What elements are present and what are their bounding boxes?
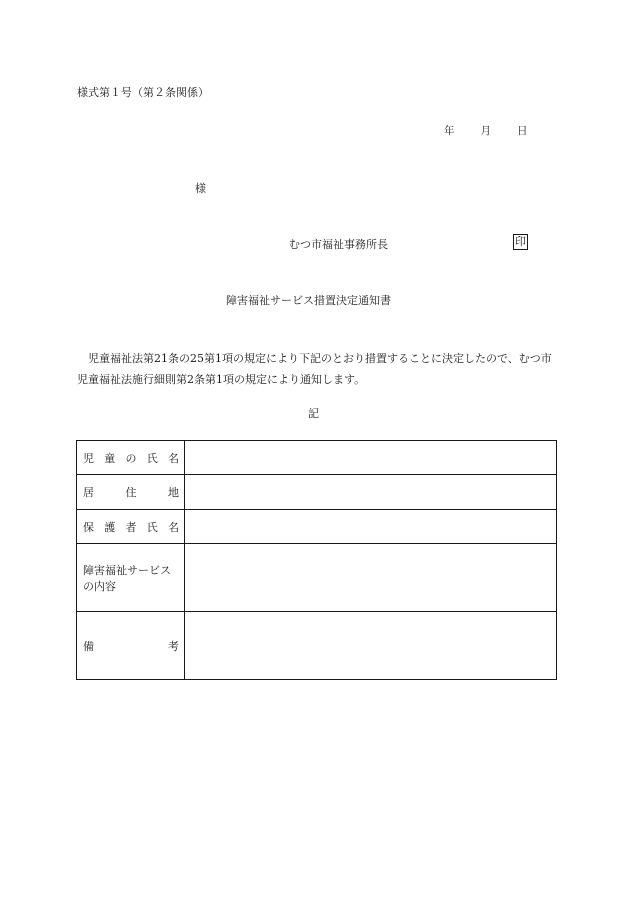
label-char: の [125,451,137,465]
table-row [77,510,557,544]
row-label-guardian-name [83,519,179,535]
date-line [444,123,528,138]
table-row [77,441,557,475]
child-name-field[interactable] [185,441,557,475]
ki-heading: 記 [308,407,319,420]
table-row [77,544,557,612]
label-char: 名 [168,520,179,534]
label-char: 氏 [146,451,158,465]
guardian-name-field[interactable] [185,510,557,544]
label-cell [77,441,185,475]
day-label: 日 [517,125,528,137]
label-cell [77,544,185,612]
month-label: 月 [480,125,491,137]
label-char: 氏 [146,520,158,534]
document-title: 障害福祉サービス措置決定通知書 [226,294,391,307]
table-row [77,612,557,680]
label-cell [77,510,185,544]
residence-field[interactable] [185,475,557,510]
label-cell [77,475,185,510]
row-label-remarks [83,639,179,655]
label-char: 地 [168,486,179,499]
label-char: 児 [83,451,94,465]
notice-body: 児童福祉法第21条の25第1項の規定により下記のとおり措置することに決定したので、むつ市児童福祉法施行細則第2条第1項の規定により通知します。 [77,352,552,386]
record-table [76,440,557,680]
form-number: 様式第１号（第２条関係） [77,86,209,99]
row-label-child-name [83,450,179,466]
row-label-service-content: 障害福祉サービスの内容 [83,564,171,593]
label-char: 考 [168,640,179,653]
sender-name: むつ市福祉事務所長 [289,238,388,251]
seal-mark: 印 [515,235,526,248]
label-char: 名 [168,451,179,465]
label-char: 住 [125,486,137,499]
label-char: 備 [83,640,94,653]
service-content-field[interactable] [185,544,557,612]
label-char: 護 [104,520,116,534]
table-row [77,475,557,510]
label-char: 者 [125,520,137,534]
label-char: 保 [83,520,94,534]
label-char: 居 [83,486,94,499]
addressee-suffix: 様 [195,182,206,195]
remarks-field[interactable] [185,612,557,680]
label-char: 童 [104,451,116,465]
row-label-residence [83,484,179,500]
year-label: 年 [444,125,455,137]
label-cell [77,612,185,680]
